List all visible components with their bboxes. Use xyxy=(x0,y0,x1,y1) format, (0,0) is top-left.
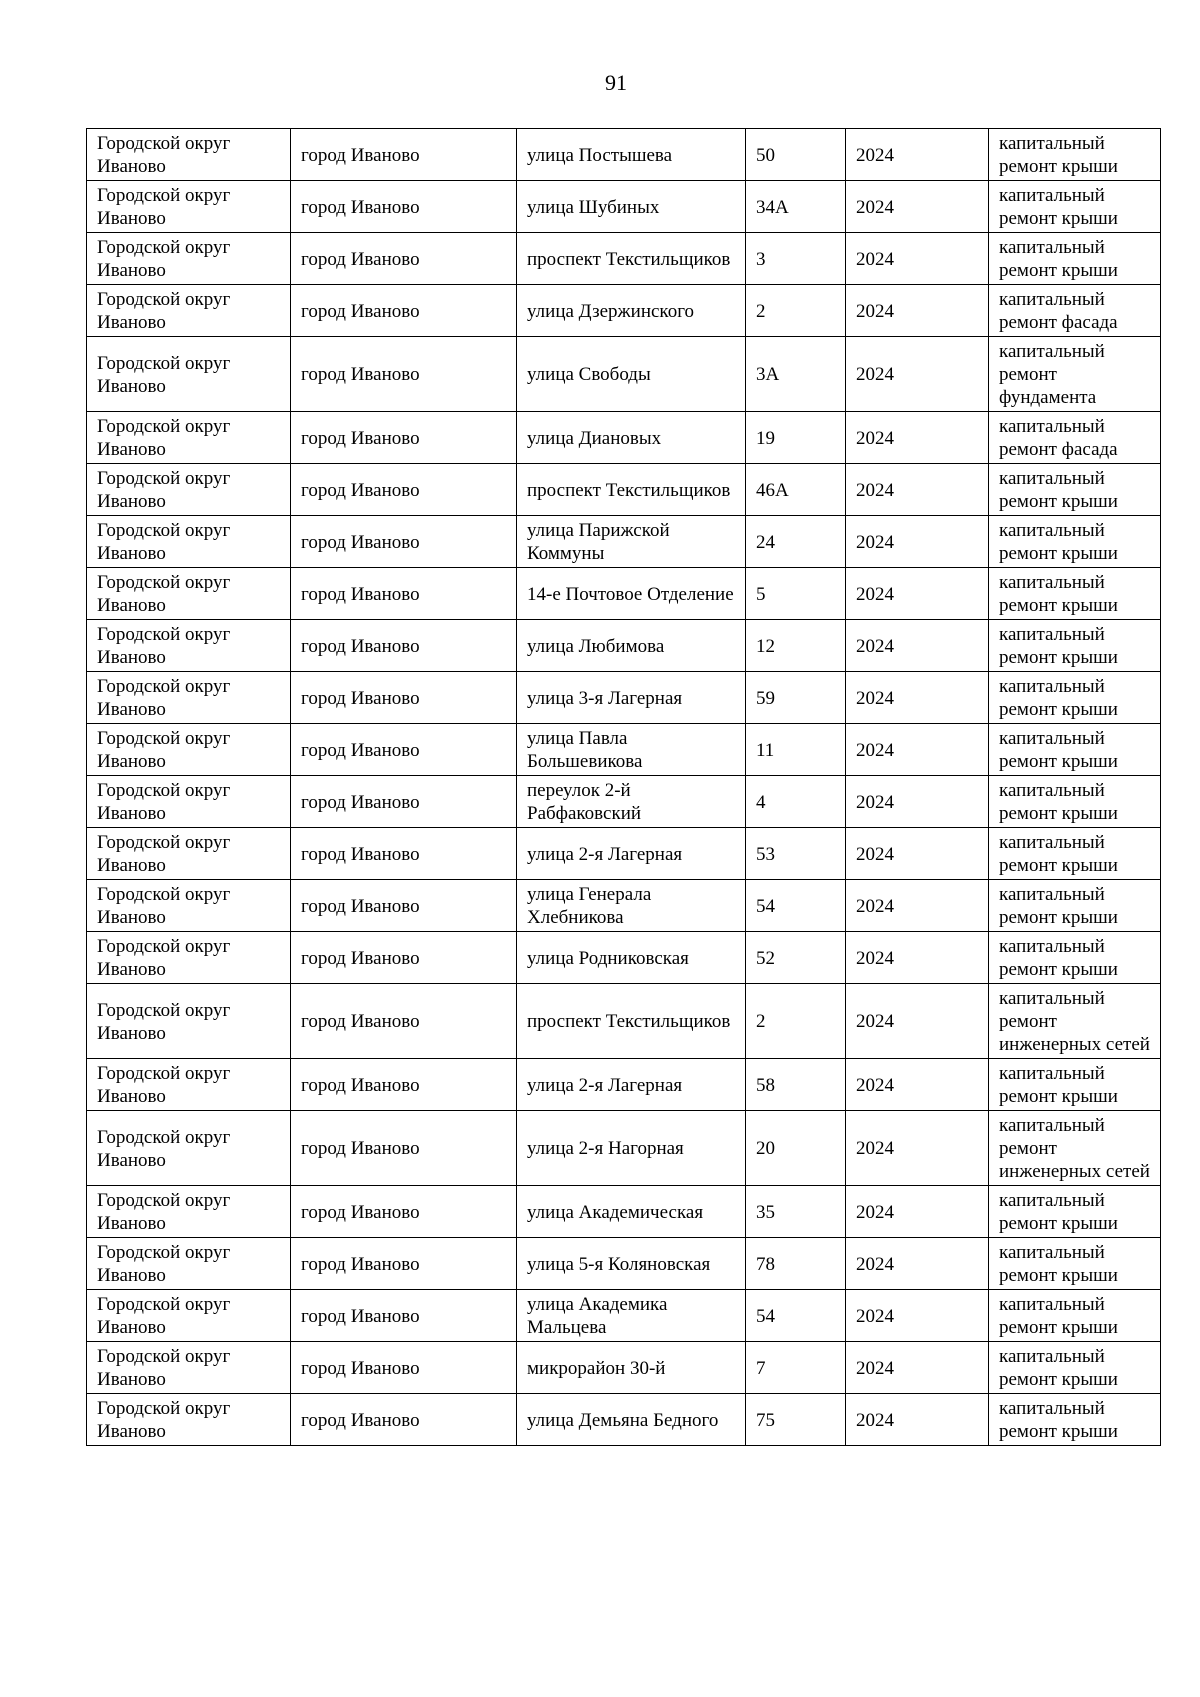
city-cell: город Иваново xyxy=(291,337,517,412)
table-row xyxy=(87,620,1161,672)
street-cell: 14-е Почтовое Отделение xyxy=(517,568,746,620)
work-type-cell: капитальный ремонт крыши xyxy=(989,672,1161,724)
year-cell: 2024 xyxy=(846,1342,989,1394)
house-number-cell: 58 xyxy=(746,1059,846,1111)
table-row xyxy=(87,1059,1161,1111)
district-cell: Городской округ Иваново xyxy=(87,880,291,932)
street-cell: улица Постышева xyxy=(517,129,746,181)
house-number-cell: 11 xyxy=(746,724,846,776)
city-cell: город Иваново xyxy=(291,724,517,776)
house-number-cell: 3 xyxy=(746,233,846,285)
street-cell: улица Родниковская xyxy=(517,932,746,984)
work-type-cell: капитальный ремонт фундамента xyxy=(989,337,1161,412)
city-cell: город Иваново xyxy=(291,516,517,568)
house-number-cell: 54 xyxy=(746,1290,846,1342)
district-cell: Городской округ Иваново xyxy=(87,932,291,984)
street-cell: улица Генерала Хлебникова xyxy=(517,880,746,932)
street-cell: улица Шубиных xyxy=(517,181,746,233)
table-row xyxy=(87,285,1161,337)
work-type-cell: капитальный ремонт крыши xyxy=(989,1394,1161,1446)
street-cell: улица 2-я Нагорная xyxy=(517,1111,746,1186)
street-cell: улица 2-я Лагерная xyxy=(517,828,746,880)
district-cell: Городской округ Иваново xyxy=(87,129,291,181)
house-number-cell: 52 xyxy=(746,932,846,984)
district-cell: Городской округ Иваново xyxy=(87,1290,291,1342)
street-cell: микрорайон 30-й xyxy=(517,1342,746,1394)
district-cell: Городской округ Иваново xyxy=(87,776,291,828)
street-cell: улица Павла Большевикова xyxy=(517,724,746,776)
year-cell: 2024 xyxy=(846,181,989,233)
city-cell: город Иваново xyxy=(291,181,517,233)
table-row xyxy=(87,233,1161,285)
house-number-cell: 75 xyxy=(746,1394,846,1446)
district-cell: Городской округ Иваново xyxy=(87,516,291,568)
house-number-cell: 7 xyxy=(746,1342,846,1394)
year-cell: 2024 xyxy=(846,880,989,932)
city-cell: город Иваново xyxy=(291,932,517,984)
street-cell: улица Диановых xyxy=(517,412,746,464)
year-cell: 2024 xyxy=(846,672,989,724)
city-cell: город Иваново xyxy=(291,1290,517,1342)
district-cell: Городской округ Иваново xyxy=(87,568,291,620)
table-row xyxy=(87,1111,1161,1186)
work-type-cell: капитальный ремонт крыши xyxy=(989,1342,1161,1394)
year-cell: 2024 xyxy=(846,285,989,337)
district-cell: Городской округ Иваново xyxy=(87,1111,291,1186)
street-cell: улица Демьяна Бедного xyxy=(517,1394,746,1446)
year-cell: 2024 xyxy=(846,776,989,828)
district-cell: Городской округ Иваново xyxy=(87,1059,291,1111)
house-number-cell: 20 xyxy=(746,1111,846,1186)
city-cell: город Иваново xyxy=(291,285,517,337)
house-number-cell: 59 xyxy=(746,672,846,724)
city-cell: город Иваново xyxy=(291,1186,517,1238)
table-row xyxy=(87,984,1161,1059)
city-cell: город Иваново xyxy=(291,620,517,672)
house-number-cell: 35 xyxy=(746,1186,846,1238)
work-type-cell: капитальный ремонт фасада xyxy=(989,285,1161,337)
district-cell: Городской округ Иваново xyxy=(87,828,291,880)
work-type-cell: капитальный ремонт крыши xyxy=(989,776,1161,828)
city-cell: город Иваново xyxy=(291,568,517,620)
city-cell: город Иваново xyxy=(291,880,517,932)
table-row xyxy=(87,776,1161,828)
house-number-cell: 46А xyxy=(746,464,846,516)
year-cell: 2024 xyxy=(846,337,989,412)
district-cell: Городской округ Иваново xyxy=(87,620,291,672)
district-cell: Городской округ Иваново xyxy=(87,285,291,337)
house-number-cell: 53 xyxy=(746,828,846,880)
house-number-cell: 3А xyxy=(746,337,846,412)
street-cell: улица 2-я Лагерная xyxy=(517,1059,746,1111)
year-cell: 2024 xyxy=(846,984,989,1059)
street-cell: переулок 2-й Рабфаковский xyxy=(517,776,746,828)
street-cell: улица Академическая xyxy=(517,1186,746,1238)
district-cell: Городской округ Иваново xyxy=(87,337,291,412)
street-cell: улица Академика Мальцева xyxy=(517,1290,746,1342)
table-row xyxy=(87,516,1161,568)
street-cell: проспект Текстильщиков xyxy=(517,984,746,1059)
year-cell: 2024 xyxy=(846,412,989,464)
year-cell: 2024 xyxy=(846,129,989,181)
table-row xyxy=(87,337,1161,412)
year-cell: 2024 xyxy=(846,568,989,620)
street-cell: проспект Текстильщиков xyxy=(517,464,746,516)
year-cell: 2024 xyxy=(846,1394,989,1446)
table-row xyxy=(87,1186,1161,1238)
year-cell: 2024 xyxy=(846,516,989,568)
work-type-cell: капитальный ремонт фасада xyxy=(989,412,1161,464)
street-cell: улица 3-я Лагерная xyxy=(517,672,746,724)
work-type-cell: капитальный ремонт крыши xyxy=(989,516,1161,568)
house-number-cell: 50 xyxy=(746,129,846,181)
district-cell: Городской округ Иваново xyxy=(87,181,291,233)
year-cell: 2024 xyxy=(846,1290,989,1342)
year-cell: 2024 xyxy=(846,620,989,672)
year-cell: 2024 xyxy=(846,1059,989,1111)
city-cell: город Иваново xyxy=(291,828,517,880)
work-type-cell: капитальный ремонт крыши xyxy=(989,724,1161,776)
city-cell: город Иваново xyxy=(291,984,517,1059)
table-row xyxy=(87,568,1161,620)
table-row xyxy=(87,724,1161,776)
repair-schedule-table xyxy=(86,128,1161,1446)
work-type-cell: капитальный ремонт крыши xyxy=(989,1238,1161,1290)
work-type-cell: капитальный ремонт крыши xyxy=(989,464,1161,516)
city-cell: город Иваново xyxy=(291,776,517,828)
district-cell: Городской округ Иваново xyxy=(87,1342,291,1394)
work-type-cell: капитальный ремонт крыши xyxy=(989,568,1161,620)
house-number-cell: 4 xyxy=(746,776,846,828)
work-type-cell: капитальный ремонт крыши xyxy=(989,181,1161,233)
district-cell: Городской округ Иваново xyxy=(87,1186,291,1238)
year-cell: 2024 xyxy=(846,828,989,880)
city-cell: город Иваново xyxy=(291,1059,517,1111)
street-cell: улица 5-я Коляновская xyxy=(517,1238,746,1290)
house-number-cell: 54 xyxy=(746,880,846,932)
work-type-cell: капитальный ремонт инженерных сетей xyxy=(989,1111,1161,1186)
district-cell: Городской округ Иваново xyxy=(87,233,291,285)
house-number-cell: 2 xyxy=(746,984,846,1059)
year-cell: 2024 xyxy=(846,464,989,516)
city-cell: город Иваново xyxy=(291,464,517,516)
table-row xyxy=(87,412,1161,464)
district-cell: Городской округ Иваново xyxy=(87,984,291,1059)
city-cell: город Иваново xyxy=(291,129,517,181)
table-row xyxy=(87,932,1161,984)
street-cell: улица Свободы xyxy=(517,337,746,412)
table-row xyxy=(87,1342,1161,1394)
district-cell: Городской округ Иваново xyxy=(87,672,291,724)
table-row xyxy=(87,129,1161,181)
house-number-cell: 19 xyxy=(746,412,846,464)
work-type-cell: капитальный ремонт крыши xyxy=(989,1290,1161,1342)
table-row xyxy=(87,828,1161,880)
house-number-cell: 24 xyxy=(746,516,846,568)
district-cell: Городской округ Иваново xyxy=(87,1238,291,1290)
work-type-cell: капитальный ремонт крыши xyxy=(989,233,1161,285)
table-row xyxy=(87,464,1161,516)
work-type-cell: капитальный ремонт крыши xyxy=(989,880,1161,932)
city-cell: город Иваново xyxy=(291,233,517,285)
table-body xyxy=(87,129,1161,1446)
street-cell: проспект Текстильщиков xyxy=(517,233,746,285)
street-cell: улица Любимова xyxy=(517,620,746,672)
house-number-cell: 12 xyxy=(746,620,846,672)
city-cell: город Иваново xyxy=(291,1394,517,1446)
work-type-cell: капитальный ремонт крыши xyxy=(989,1186,1161,1238)
house-number-cell: 2 xyxy=(746,285,846,337)
work-type-cell: капитальный ремонт крыши xyxy=(989,1059,1161,1111)
house-number-cell: 78 xyxy=(746,1238,846,1290)
year-cell: 2024 xyxy=(846,932,989,984)
city-cell: город Иваново xyxy=(291,1342,517,1394)
street-cell: улица Дзержинского xyxy=(517,285,746,337)
year-cell: 2024 xyxy=(846,233,989,285)
street-cell: улица Парижской Коммуны xyxy=(517,516,746,568)
year-cell: 2024 xyxy=(846,724,989,776)
house-number-cell: 34А xyxy=(746,181,846,233)
table-row xyxy=(87,1394,1161,1446)
district-cell: Городской округ Иваново xyxy=(87,1394,291,1446)
table-row xyxy=(87,672,1161,724)
page-number: 91 xyxy=(605,70,627,95)
work-type-cell: капитальный ремонт крыши xyxy=(989,129,1161,181)
work-type-cell: капитальный ремонт крыши xyxy=(989,828,1161,880)
year-cell: 2024 xyxy=(846,1186,989,1238)
city-cell: город Иваново xyxy=(291,672,517,724)
table-row xyxy=(87,181,1161,233)
city-cell: город Иваново xyxy=(291,1111,517,1186)
work-type-cell: капитальный ремонт крыши xyxy=(989,620,1161,672)
year-cell: 2024 xyxy=(846,1111,989,1186)
city-cell: город Иваново xyxy=(291,412,517,464)
district-cell: Городской округ Иваново xyxy=(87,724,291,776)
year-cell: 2024 xyxy=(846,1238,989,1290)
work-type-cell: капитальный ремонт инженерных сетей xyxy=(989,984,1161,1059)
house-number-cell: 5 xyxy=(746,568,846,620)
work-type-cell: капитальный ремонт крыши xyxy=(989,932,1161,984)
table-row xyxy=(87,1238,1161,1290)
table-row xyxy=(87,1290,1161,1342)
city-cell: город Иваново xyxy=(291,1238,517,1290)
district-cell: Городской округ Иваново xyxy=(87,464,291,516)
table-row xyxy=(87,880,1161,932)
district-cell: Городской округ Иваново xyxy=(87,412,291,464)
